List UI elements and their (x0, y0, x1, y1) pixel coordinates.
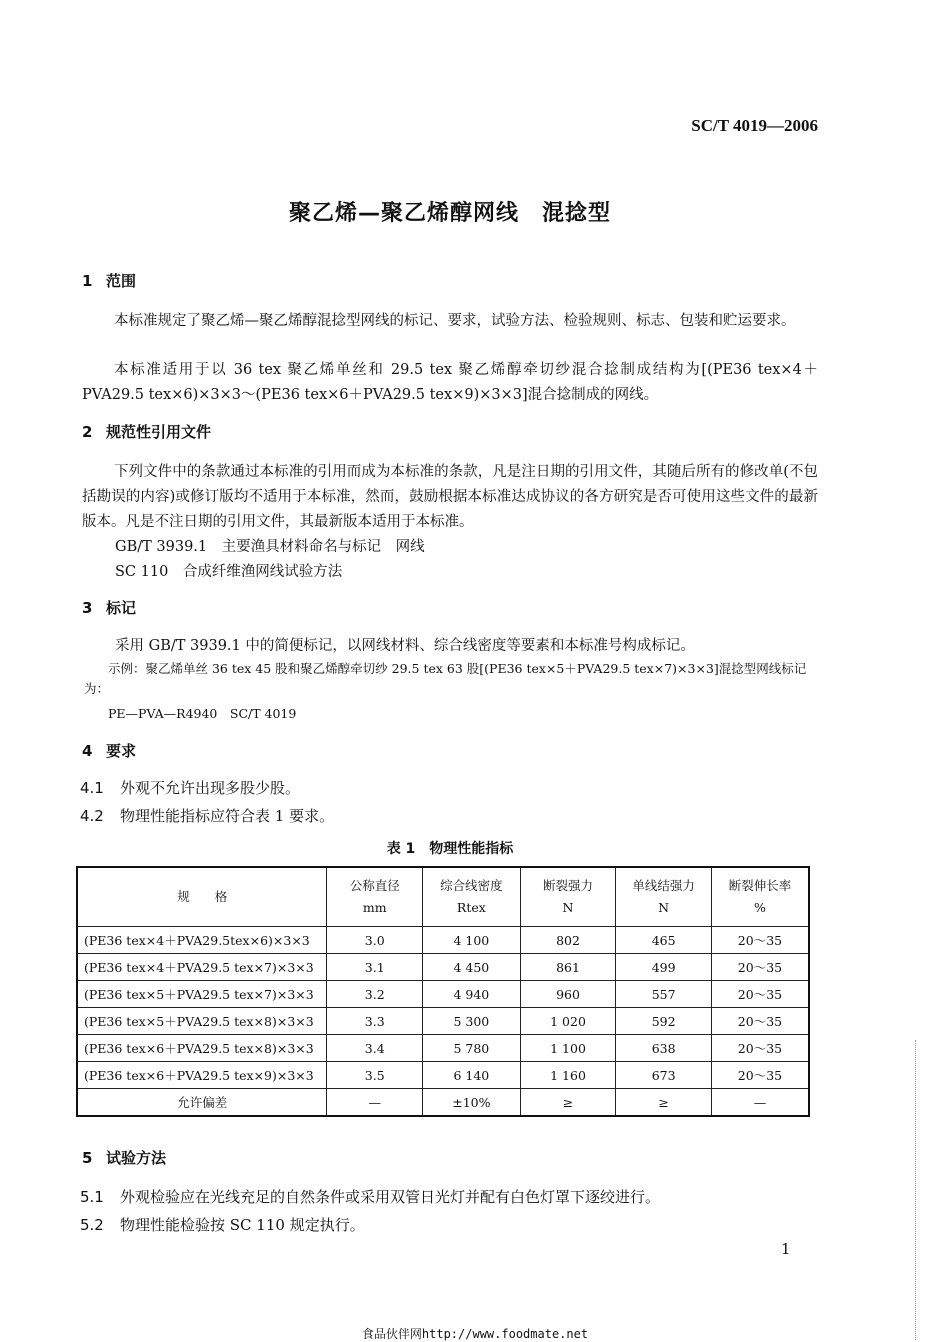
section-title: 要求 (106, 742, 137, 760)
cell-knot-strength: 592 (616, 1008, 712, 1035)
header-unit: N (658, 900, 670, 915)
section-number: 5 (82, 1149, 93, 1167)
cell-breaking-strength: 802 (520, 927, 616, 954)
cell-spec: (PE36 tex×6＋PVA29.5 tex×9)×3×3 (77, 1062, 327, 1089)
cell-spec: (PE36 tex×4＋PVA29.5tex×6)×3×3 (77, 927, 327, 954)
cell-breaking-strength: 960 (520, 981, 616, 1008)
cell-density: 5 780 (423, 1035, 521, 1062)
cell-diameter: 3.0 (327, 927, 423, 954)
table-header-row (77, 867, 809, 927)
header-spec (77, 867, 327, 927)
section-number: 1 (82, 272, 93, 290)
cell-breaking-strength: 1 020 (520, 1008, 616, 1035)
header-breaking-strength (520, 867, 616, 927)
cell-tolerance-elongation: — (711, 1089, 809, 1117)
section-number: 4 (82, 742, 93, 760)
table-row (77, 1062, 809, 1089)
section-1-para-1: 本标准规定了聚乙烯—聚乙烯醇混捻型网线的标记、要求，试验方法、检验规则、标志、包装和贮运要求。 (114, 313, 796, 329)
cell-breaking-strength: 1 160 (520, 1062, 616, 1089)
cell-knot-strength: 673 (616, 1062, 712, 1089)
reference-2: SC 110 合成纤维渔网线试验方法 (115, 564, 343, 580)
cell-elongation: 20～35 (711, 1008, 809, 1035)
clause-text: 物理性能检验按 SC 110 规定执行。 (120, 1216, 365, 1234)
header-diameter (327, 867, 423, 927)
table-row (77, 1008, 809, 1035)
cell-knot-strength: 557 (616, 981, 712, 1008)
header-label: 断裂伸长率 (728, 878, 792, 893)
scan-edge-divider (915, 1040, 916, 1340)
section-3-heading (82, 597, 136, 618)
cell-diameter: 3.4 (327, 1035, 423, 1062)
cell-breaking-strength: 861 (520, 954, 616, 981)
cell-tolerance-breaking-strength: ≥ (520, 1089, 616, 1117)
header-elongation (711, 867, 809, 927)
cell-elongation: 20～35 (711, 954, 809, 981)
cell-tolerance-density: ±10% (423, 1089, 521, 1117)
header-unit: N (562, 900, 574, 915)
clause-number: 5.1 (80, 1188, 104, 1206)
table-row (77, 981, 809, 1008)
footer-watermark: 食品伙伴网http://www.foodmate.net (361, 1327, 589, 1341)
clause-5-1 (80, 1186, 660, 1207)
clause-4-2 (80, 805, 334, 826)
clause-5-2 (80, 1214, 365, 1235)
reference-1: GB/T 3939.1 主要渔具材料命名与标记 网线 (115, 539, 425, 555)
cell-tolerance-diameter: — (327, 1089, 423, 1117)
section-title: 试验方法 (106, 1149, 167, 1167)
cell-breaking-strength: 1 100 (520, 1035, 616, 1062)
marking-code: PE—PVA—R4940 SC/T 4019 (108, 706, 297, 721)
section-2-heading (82, 421, 211, 442)
cell-elongation: 20～35 (711, 1062, 809, 1089)
clause-number: 4.1 (80, 779, 104, 797)
tolerance-row (77, 1089, 809, 1117)
header-density (423, 867, 521, 927)
marking-example: 示例：聚乙烯单丝 36 tex 45 股和聚乙烯醇牵切纱 29.5 tex 63 股[(PE36 tex×5＋PVA29.5 tex×7)×3×3]混捻型网线标记为： (84, 661, 807, 696)
header-unit: % (754, 900, 766, 915)
cell-tolerance-label: 允许偏差 (77, 1089, 327, 1117)
section-title: 标记 (106, 599, 137, 617)
header-knot-strength (616, 867, 712, 927)
page-number: 1 (781, 1240, 791, 1258)
section-1-para-2: 本标准适用于以 36 tex 聚乙烯单丝和 29.5 tex 聚乙烯醇牵切纱混合捻制成结构为[(PE36 tex×4＋PVA29.5 tex×6)×3×3～(PE36 tex×6＋PVA29.5 tex×9)×3×3]混合捻制成的网线。 (82, 362, 818, 403)
clause-4-1 (80, 777, 300, 798)
cell-spec: (PE36 tex×6＋PVA29.5 tex×8)×3×3 (77, 1035, 327, 1062)
cell-spec: (PE36 tex×5＋PVA29.5 tex×7)×3×3 (77, 981, 327, 1008)
cell-tolerance-knot-strength: ≥ (616, 1089, 712, 1117)
header-unit: Rtex (456, 900, 486, 915)
cell-elongation: 20～35 (711, 981, 809, 1008)
cell-density: 5 300 (423, 1008, 521, 1035)
clause-number: 5.2 (80, 1216, 104, 1234)
table-row (77, 1035, 809, 1062)
cell-density: 6 140 (423, 1062, 521, 1089)
document-title: 聚乙烯—聚乙烯醇网线 混捻型 (288, 201, 611, 226)
cell-density: 4 450 (423, 954, 521, 981)
cell-diameter: 3.5 (327, 1062, 423, 1089)
cell-knot-strength: 465 (616, 927, 712, 954)
section-5-heading (82, 1147, 166, 1168)
section-3-para-1: 采用 GB/T 3939.1 中的简便标记，以网线材料、综合线密度等要素和本标准号构成标记。 (115, 638, 695, 654)
cell-spec: (PE36 tex×4＋PVA29.5 tex×7)×3×3 (77, 954, 327, 981)
section-4-heading (82, 740, 136, 761)
header-label: 断裂强力 (543, 878, 594, 893)
clause-text: 外观不允许出现多股少股。 (120, 779, 301, 797)
clause-number: 4.2 (80, 807, 104, 825)
clause-text: 物理性能指标应符合表 1 要求。 (120, 807, 335, 825)
table-caption: 表 1 物理性能指标 (386, 841, 514, 857)
header-label: 规 格 (177, 889, 228, 904)
section-title: 规范性引用文件 (106, 423, 212, 441)
physical-properties-table (76, 866, 810, 1117)
cell-elongation: 20～35 (711, 927, 809, 954)
table-row (77, 954, 809, 981)
standard-code: SC/T 4019—2006 (691, 116, 818, 135)
header-label: 综合线密度 (440, 878, 503, 893)
cell-diameter: 3.2 (327, 981, 423, 1008)
header-label: 公称直径 (349, 878, 400, 893)
section-number: 3 (82, 599, 93, 617)
section-title: 范围 (106, 272, 137, 290)
cell-knot-strength: 638 (616, 1035, 712, 1062)
cell-spec: (PE36 tex×5＋PVA29.5 tex×8)×3×3 (77, 1008, 327, 1035)
cell-density: 4 100 (423, 927, 521, 954)
table-row (77, 927, 809, 954)
cell-knot-strength: 499 (616, 954, 712, 981)
section-1-heading (82, 270, 136, 291)
cell-diameter: 3.3 (327, 1008, 423, 1035)
clause-text: 外观检验应在光线充足的自然条件或采用双管日光灯并配有白色灯罩下逐绞进行。 (120, 1188, 661, 1206)
cell-diameter: 3.1 (327, 954, 423, 981)
header-label: 单线结强力 (632, 878, 695, 893)
header-unit: mm (362, 900, 387, 915)
cell-elongation: 20～35 (711, 1035, 809, 1062)
section-number: 2 (82, 423, 93, 441)
section-2-para-1: 下列文件中的条款通过本标准的引用而成为本标准的条款，凡是注日期的引用文件，其随后所有的修改单(不包括勘误的内容)或修订版均不适用于本标准，然而，鼓励根据本标准达成协议的各方研究是否可使用这些文件的最新版本。凡是不注日期的引用文件，其最新版本适用于本标准。 (82, 464, 818, 530)
cell-density: 4 940 (423, 981, 521, 1008)
